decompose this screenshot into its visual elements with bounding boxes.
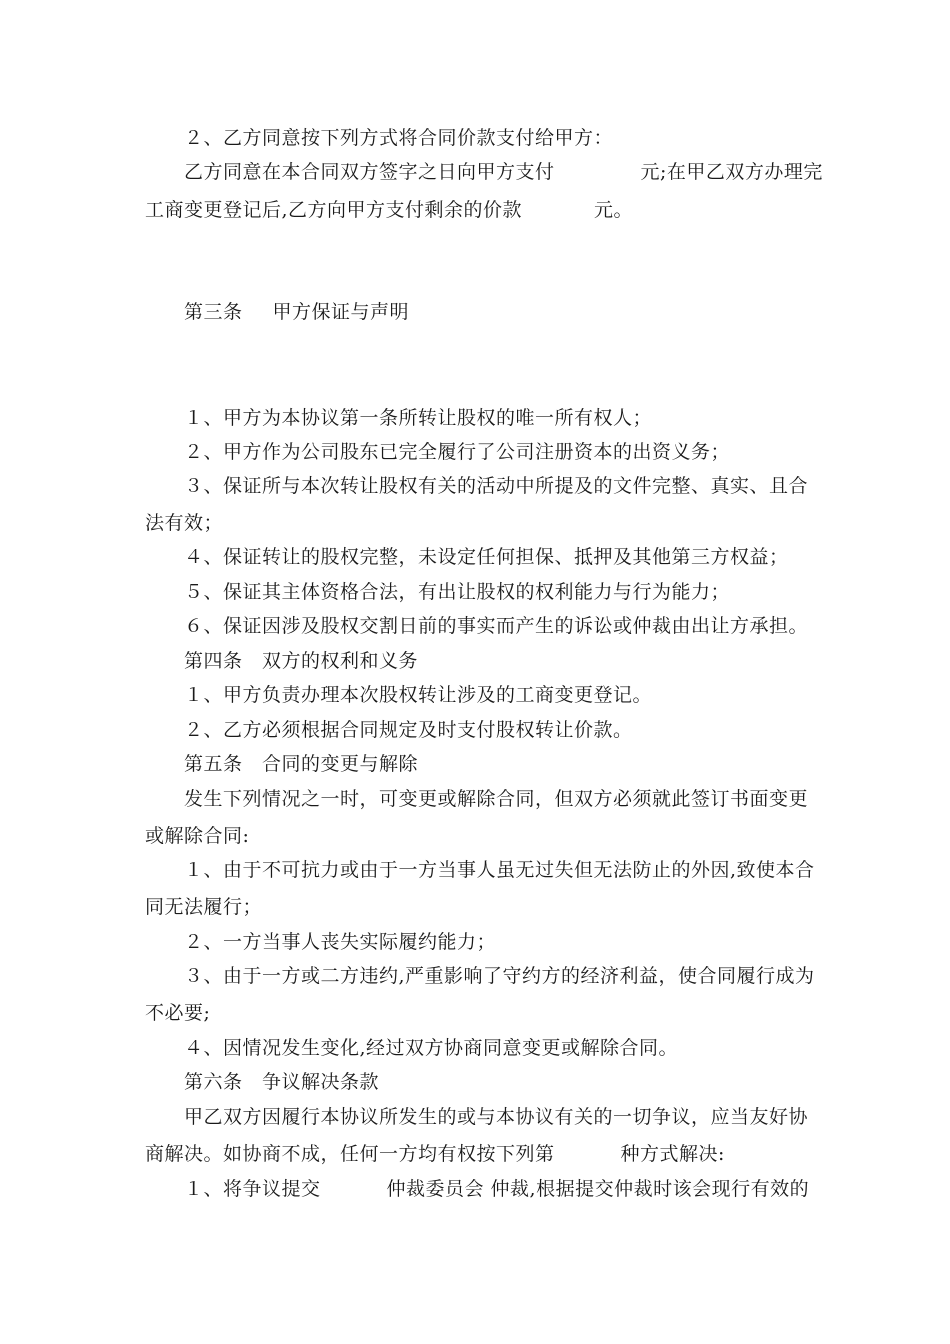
article-5-item: ４、因情况发生变化,经过双方协商同意变更或解除合同。 bbox=[184, 1037, 679, 1059]
article-6-item-1-part-b: 仲裁委员会 仲裁,根据提交仲裁时该会现行有效的 bbox=[386, 1178, 810, 1200]
article-4-heading: 第四条 双方的权利和义务 bbox=[184, 650, 419, 672]
article-5-intro: 发生下列情况之一时，可变更或解除合同，但双方必须就此签订书面变更 bbox=[184, 788, 809, 810]
article-3-item-continuation: 法有效； bbox=[145, 512, 224, 534]
article-3-item: ２、甲方作为公司股东已完全履行了公司注册资本的出资义务； bbox=[184, 441, 731, 463]
article-6-item-1-part-a: １、将争议提交 bbox=[184, 1178, 321, 1200]
article-4-item: ２、乙方必须根据合同规定及时支付股权转让价款。 bbox=[184, 719, 633, 741]
article-3-number: 第三条 bbox=[184, 301, 243, 323]
article-6-intro-part-b: 种方式解决: bbox=[620, 1143, 725, 1165]
article-6-intro: 甲乙双方因履行本协议所发生的或与本协议有关的一切争议，应当友好协 bbox=[184, 1106, 809, 1128]
article-3-item: １、甲方为本协议第一条所转让股权的唯一所有权人； bbox=[184, 407, 653, 429]
article-4-item: １、甲方负责办理本次股权转让涉及的工商变更登记。 bbox=[184, 684, 653, 706]
payment-line-2 bbox=[145, 198, 633, 222]
payment-line-2-part-a: 工商变更登记后,乙方向甲方支付剩余的价款 bbox=[145, 199, 523, 221]
article-3-item: ５、保证其主体资格合法，有出让股权的权利能力与行为能力； bbox=[184, 581, 731, 603]
article-3-item: ３、保证所与本次转让股权有关的活动中所提及的文件完整、真实、且合 bbox=[184, 475, 809, 497]
article-3-item: ４、保证转让的股权完整，未设定任何担保、抵押及其他第三方权益； bbox=[184, 546, 789, 568]
article-6-intro-continuation bbox=[145, 1142, 725, 1166]
article-5-item: １、由于不可抗力或由于一方当事人虽无过失但无法防止的外因,致使本合 bbox=[184, 859, 815, 881]
article-3-title: 甲方保证与声明 bbox=[272, 301, 410, 323]
payment-line-1-part-a: 乙方同意在本合同双方签字之日向甲方支付 bbox=[184, 161, 555, 183]
payment-line-2-part-b: 元。 bbox=[594, 199, 634, 221]
article-5-item-continuation: 同无法履行； bbox=[145, 896, 263, 918]
article-5-heading: 第五条 合同的变更与解除 bbox=[184, 753, 419, 775]
payment-item-2: ２、乙方同意按下列方式将合同价款支付给甲方： bbox=[184, 127, 614, 149]
payment-line-1-part-b: 元;在甲乙双方办理完 bbox=[640, 161, 823, 183]
article-5-item: ２、一方当事人丧失实际履约能力； bbox=[184, 931, 497, 953]
article-5-item-continuation: 不必要; bbox=[145, 1002, 211, 1024]
article-6-heading: 第六条 争议解决条款 bbox=[184, 1071, 380, 1093]
article-5-item: ３、由于一方或二方违约,严重影响了守约方的经济利益，使合同履行成为 bbox=[184, 965, 815, 987]
article-5-intro-continuation: 或解除合同: bbox=[145, 825, 250, 847]
article-3-heading bbox=[184, 300, 409, 324]
article-6-intro-part-a: 商解决。如协商不成，任何一方均有权按下列第 bbox=[145, 1143, 555, 1165]
article-6-item-1 bbox=[184, 1177, 809, 1201]
article-3-item: ６、保证因涉及股权交割日前的事实而产生的诉讼或仲裁由出让方承担。 bbox=[184, 615, 809, 637]
payment-line-1 bbox=[184, 160, 823, 184]
